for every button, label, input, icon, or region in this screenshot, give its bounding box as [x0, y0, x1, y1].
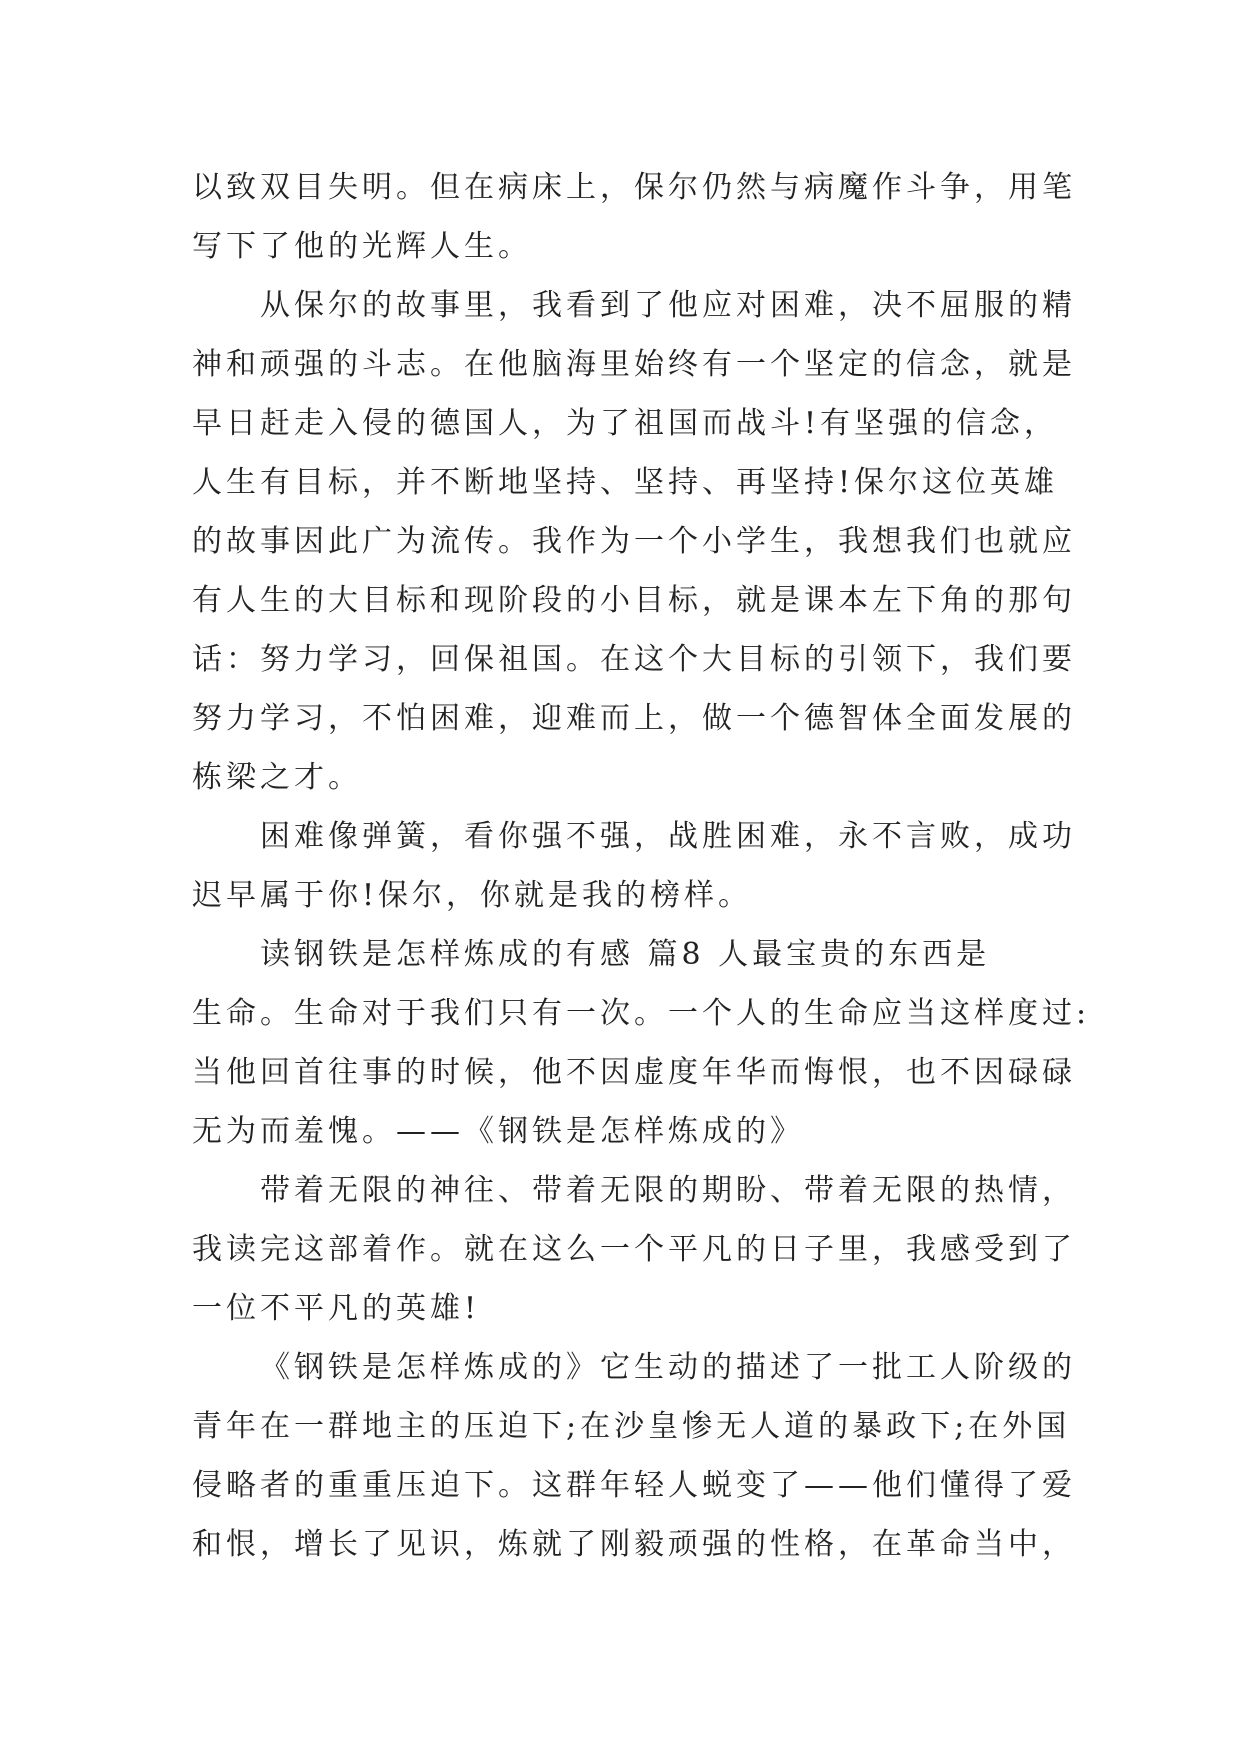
text-line: 我读完这部着作。就在这么一个平凡的日子里，我感受到了: [192, 1232, 1076, 1267]
text-line: 话：努力学习，回保祖国。在这个大目标的引领下，我们要: [192, 642, 1076, 677]
text-line: 早日赶走入侵的德国人，为了祖国而战斗!有坚强的信念，: [192, 406, 1059, 441]
text-line: 青年在一群地主的压迫下;在沙皇惨无人道的暴政下;在外国: [192, 1409, 1071, 1444]
text-line: 从保尔的故事里，我看到了他应对困难，决不屈服的精: [260, 288, 1076, 323]
text-line: 迟早属于你!保尔，你就是我的榜样。: [192, 878, 753, 913]
text-line: 人生有目标，并不断地坚持、坚持、再坚持!保尔这位英雄: [192, 465, 1059, 500]
text-line: 无为而羞愧。——《钢铁是怎样炼成的》: [192, 1114, 804, 1149]
text-line: 写下了他的光辉人生。: [192, 229, 532, 264]
text-line: 带着无限的神往、带着无限的期盼、带着无限的热情，: [260, 1173, 1076, 1208]
text-line: 一位不平凡的英雄!: [192, 1291, 481, 1326]
text-line: 努力学习，不怕困难，迎难而上，做一个德智体全面发展的: [192, 701, 1076, 736]
text-line: 当他回首往事的时候，他不因虚度年华而悔恨，也不因碌碌: [192, 1055, 1076, 1090]
text-line: 侵略者的重重压迫下。这群年轻人蜕变了——他们懂得了爱: [192, 1468, 1076, 1503]
text-line: 和恨，增长了见识，炼就了刚毅顽强的性格，在革命当中，: [192, 1527, 1076, 1562]
text-line: 栋梁之才。: [192, 760, 362, 795]
document-body: [192, 158, 1091, 1574]
text-line: 读钢铁是怎样炼成的有感 篇8 人最宝贵的东西是: [260, 937, 991, 972]
text-line: 《钢铁是怎样炼成的》它生动的描述了一批工人阶级的: [260, 1350, 1076, 1385]
text-line: 神和顽强的斗志。在他脑海里始终有一个坚定的信念，就是: [192, 347, 1076, 382]
text-line: 困难像弹簧，看你强不强，战胜困难，永不言败，成功: [260, 819, 1076, 854]
text-line: 以致双目失明。但在病床上，保尔仍然与病魔作斗争，用笔: [192, 170, 1076, 205]
text-line: 有人生的大目标和现阶段的小目标，就是课本左下角的那句: [192, 583, 1076, 618]
text-line: 生命。生命对于我们只有一次。一个人的生命应当这样度过:: [192, 996, 1091, 1031]
text-line: 的故事因此广为流传。我作为一个小学生，我想我们也就应: [192, 524, 1076, 559]
